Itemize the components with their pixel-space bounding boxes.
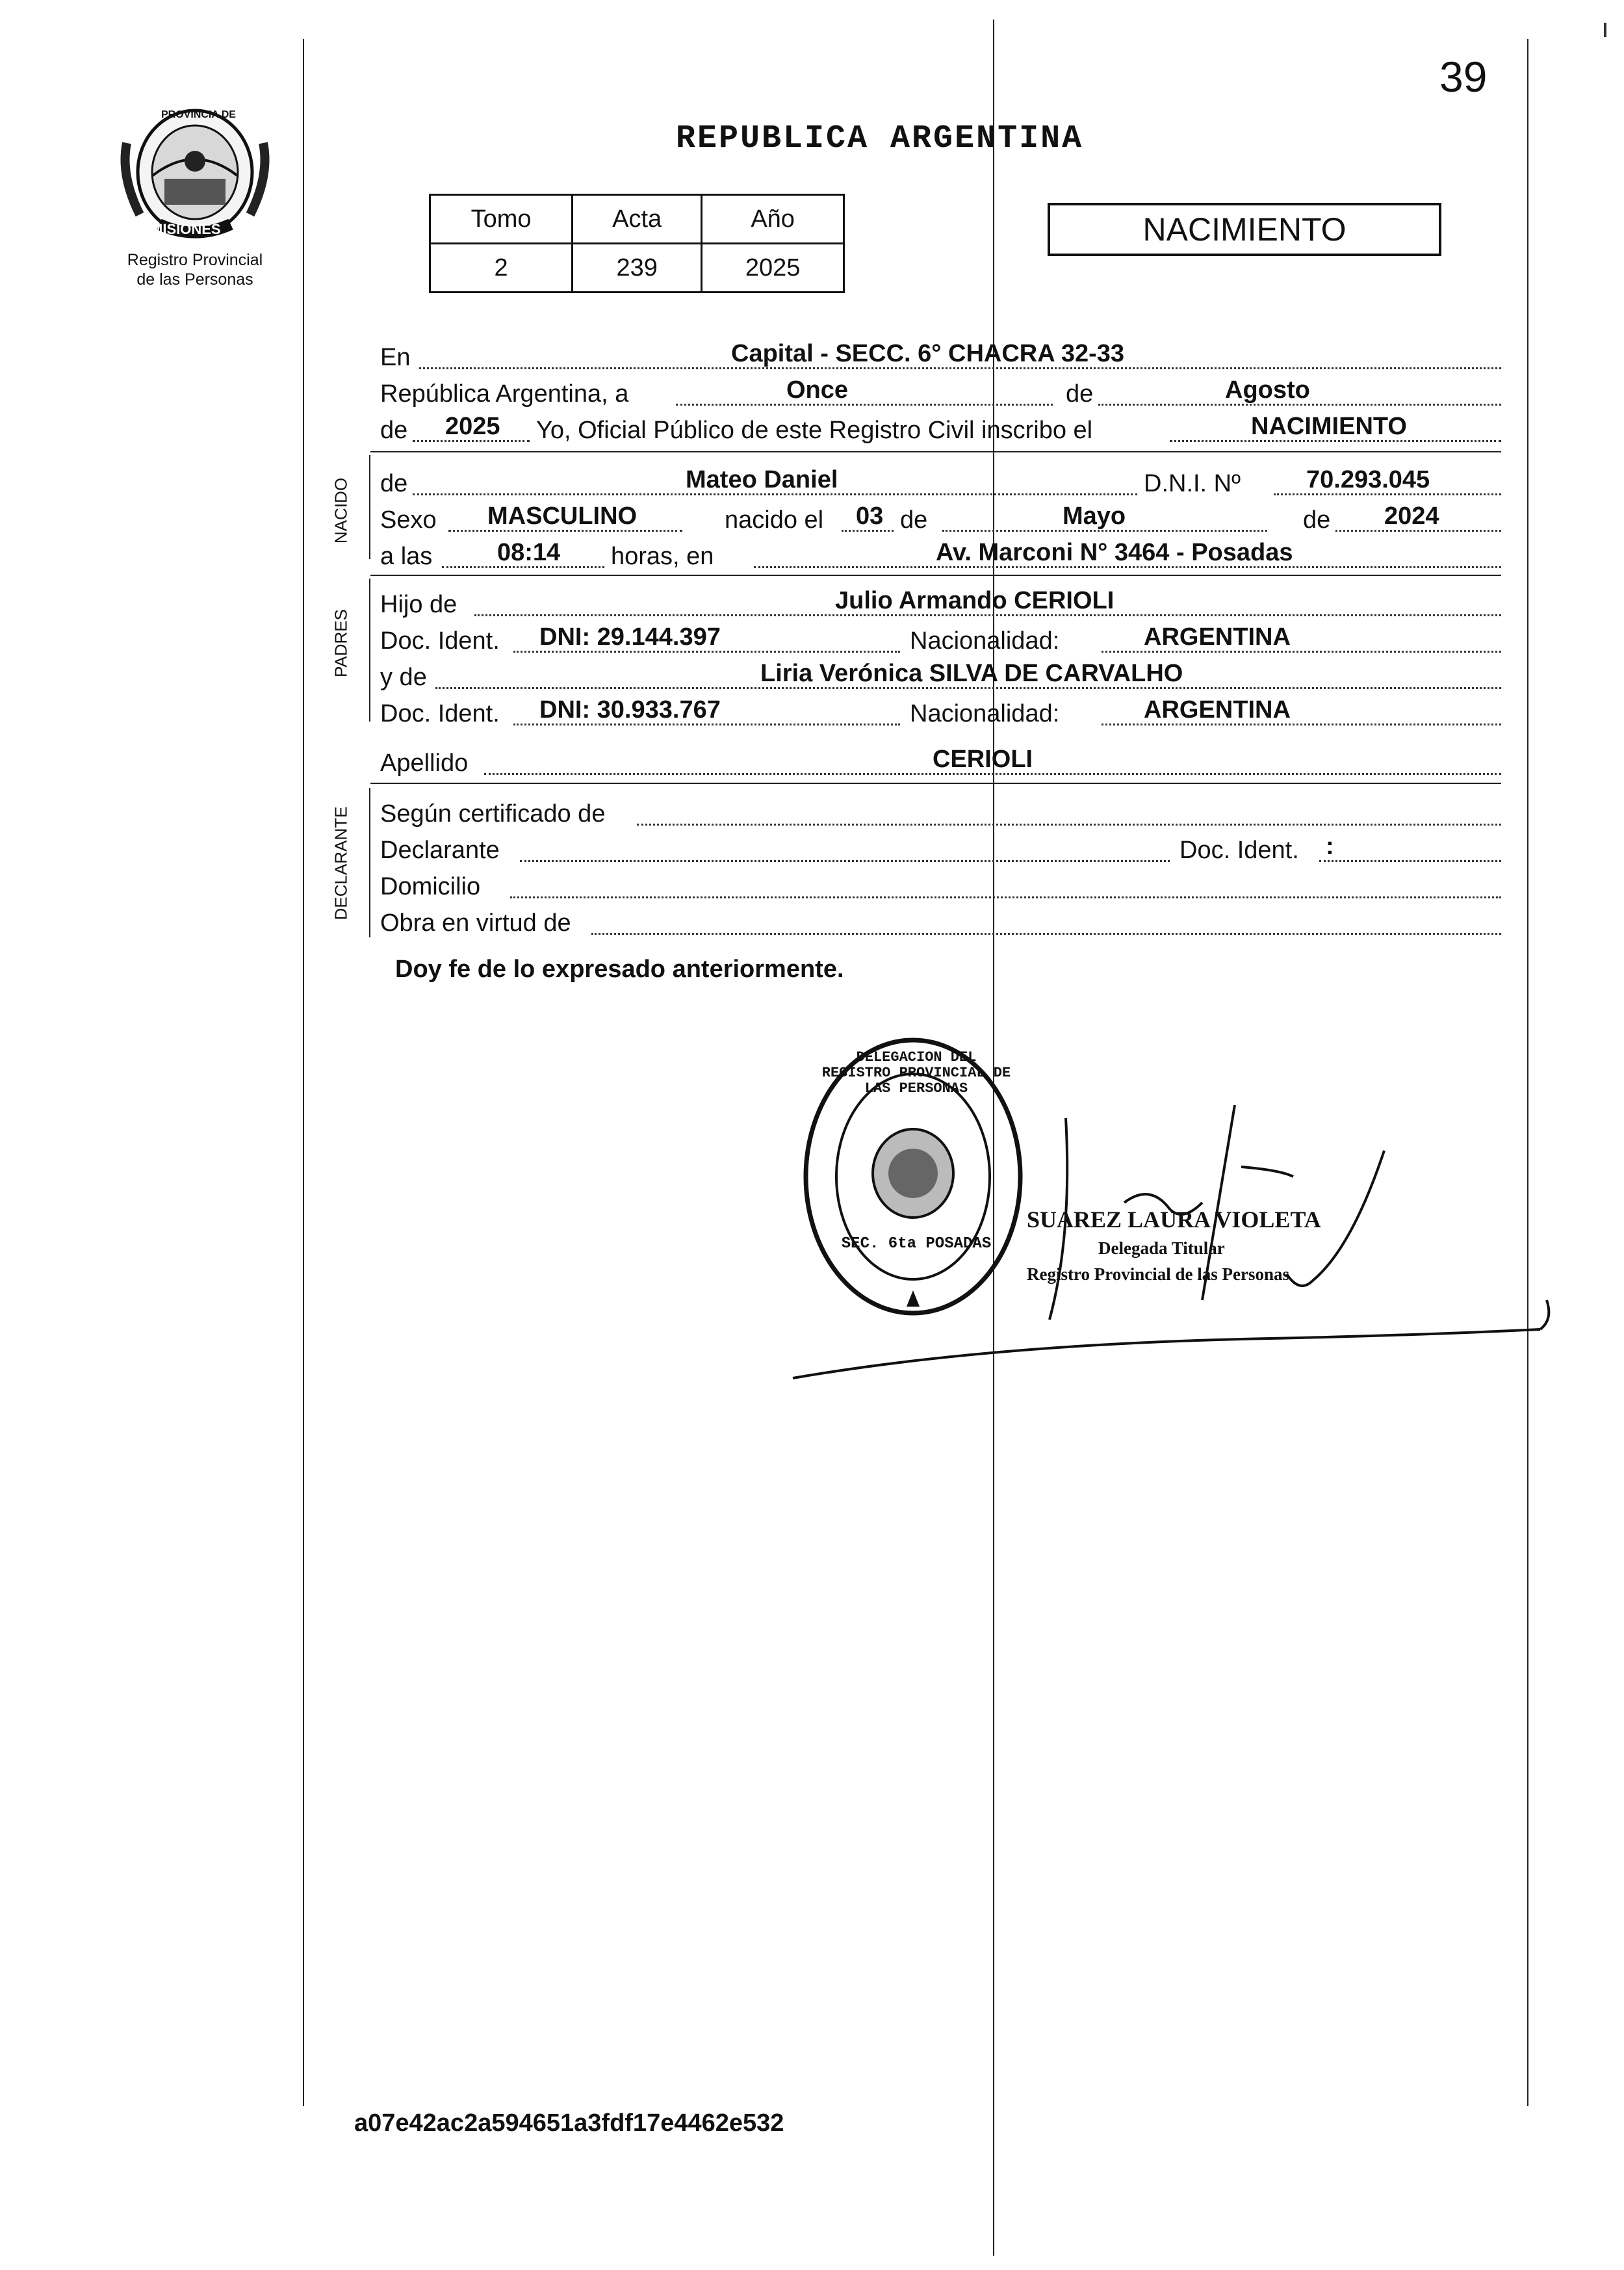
label-republica: República Argentina, a	[380, 380, 629, 408]
divider-top	[370, 451, 1501, 452]
value-madre-nacionalidad: ARGENTINA	[1144, 696, 1291, 724]
label-yo-oficial: Yo, Oficial Público de este Registro Civil inscribo el	[536, 417, 1093, 444]
row-obra	[380, 901, 1501, 937]
label-nacionalidad-madre: Nacionalidad:	[910, 700, 1060, 727]
org-name	[110, 250, 279, 289]
section-label-declarante: DECLARANTE	[331, 806, 351, 920]
label-de-anio: de	[380, 417, 408, 444]
label-horas-en: horas, en	[611, 543, 714, 570]
label-de-nombre: de	[380, 470, 408, 497]
label-hijo-de: Hijo de	[380, 591, 458, 618]
emblem-text-top: PROVINCIA DE	[161, 109, 236, 120]
scan-speck	[1604, 23, 1606, 37]
row-certificado	[380, 792, 1501, 828]
value-mes-inscripcion: Agosto	[1225, 376, 1310, 404]
value-nombre: Mateo Daniel	[686, 466, 838, 493]
label-doc-padre: Doc. Ident.	[380, 627, 500, 655]
row-padre-doc	[380, 619, 1501, 655]
value-anio-inscripcion: 2025	[445, 413, 500, 440]
page-number: 39	[1439, 53, 1488, 101]
value-lugar-nacimiento: Av. Marconi N° 3464 - Posadas	[936, 539, 1293, 566]
value-doc-declarante: :	[1326, 833, 1334, 860]
label-nacido-el: nacido el	[725, 506, 824, 534]
divider-nacido	[370, 575, 1501, 576]
value-apellido: CERIOLI	[933, 746, 1033, 773]
value-dni-nacido: 70.293.045	[1306, 466, 1430, 493]
acta-header-anio: Año	[702, 195, 844, 244]
emblem-text-bottom: MISIONES	[151, 221, 221, 237]
section-label-padres: PADRES	[331, 609, 351, 677]
row-nombre	[380, 462, 1501, 498]
value-padre-doc: DNI: 29.144.397	[539, 623, 721, 651]
republic-title: REPUBLICA ARGENTINA	[676, 120, 1084, 157]
label-a-las: a las	[380, 543, 433, 570]
value-padre: Julio Armando CERIOLI	[835, 587, 1115, 614]
label-domicilio: Domicilio	[380, 873, 481, 900]
row-declarante	[380, 828, 1501, 865]
declarante-bracket	[369, 788, 370, 937]
row-fecha	[380, 372, 1501, 408]
label-doc-madre: Doc. Ident.	[380, 700, 500, 727]
document-hash: a07e42ac2a594651a3fdf17e4462e532	[354, 2109, 784, 2137]
value-mes-nacimiento: Mayo	[1063, 502, 1126, 530]
label-de-mes-nac: de	[900, 506, 928, 534]
value-dia-nacimiento: 03	[856, 502, 884, 530]
label-obra: Obra en virtud de	[380, 909, 571, 937]
row-madre-doc	[380, 692, 1501, 728]
value-dia-inscripcion: Once	[786, 376, 849, 404]
signature-name: SUAREZ LAURA VIOLETA	[1027, 1207, 1321, 1233]
row-anio-tipo	[380, 408, 1501, 445]
label-y-de: y de	[380, 664, 427, 691]
row-padre	[380, 582, 1501, 619]
value-anio-nacimiento: 2024	[1384, 502, 1439, 530]
nacido-bracket	[369, 455, 370, 559]
label-doc-declarante: Doc. Ident.	[1179, 837, 1299, 864]
value-sexo: MASCULINO	[487, 502, 638, 530]
signature-office: Registro Provincial de las Personas	[1027, 1264, 1289, 1284]
acta-table	[429, 194, 845, 293]
org-line2: de las Personas	[136, 270, 253, 289]
section-label-nacido: NACIDO	[331, 477, 351, 544]
label-dni: D.N.I. Nº	[1144, 470, 1241, 497]
row-sexo	[380, 498, 1501, 534]
label-sexo: Sexo	[380, 506, 437, 534]
acta-value-tomo: 2	[430, 244, 573, 293]
left-margin-line	[303, 39, 304, 2106]
stamp-outer-text: DELEGACION DEL REGISTRO PROVINCIAL DE LAS PERSONAS	[821, 1049, 1011, 1097]
closing-statement: Doy fe de lo expresado anteriormente.	[395, 956, 844, 983]
right-margin-line	[1527, 39, 1528, 2106]
value-madre-doc: DNI: 30.933.767	[539, 696, 721, 724]
value-lugar: Capital - SECC. 6° CHACRA 32-33	[731, 340, 1125, 367]
value-madre: Liria Verónica SILVA DE CARVALHO	[760, 660, 1183, 687]
row-domicilio	[380, 865, 1501, 901]
acta-value-acta: 239	[573, 244, 702, 293]
row-lugar	[380, 335, 1501, 372]
row-hora-lugar	[380, 534, 1501, 571]
org-line1: Registro Provincial	[127, 251, 263, 269]
record-type-box: NACIMIENTO	[1048, 203, 1441, 256]
value-tipo-inscripcion: NACIMIENTO	[1251, 413, 1407, 440]
label-de-mes: de	[1066, 380, 1094, 408]
signature-title: Delegada Titular	[1098, 1238, 1225, 1258]
acta-header-acta: Acta	[573, 195, 702, 244]
row-apellido	[380, 741, 1501, 777]
padres-bracket	[369, 579, 370, 722]
value-padre-nacionalidad: ARGENTINA	[1144, 623, 1291, 651]
label-de-anio-nac: de	[1303, 506, 1331, 534]
value-hora: 08:14	[497, 539, 561, 566]
divider-apellido	[370, 783, 1501, 784]
label-certificado: Según certificado de	[380, 800, 606, 828]
label-en: En	[380, 344, 411, 371]
row-madre	[380, 655, 1501, 692]
label-nacionalidad-padre: Nacionalidad:	[910, 627, 1060, 655]
label-apellido: Apellido	[380, 750, 469, 777]
stamp-inner-text: SEC. 6ta POSADAS	[841, 1235, 992, 1253]
acta-header-tomo: Tomo	[430, 195, 573, 244]
label-declarante: Declarante	[380, 837, 500, 864]
acta-value-anio: 2025	[702, 244, 844, 293]
